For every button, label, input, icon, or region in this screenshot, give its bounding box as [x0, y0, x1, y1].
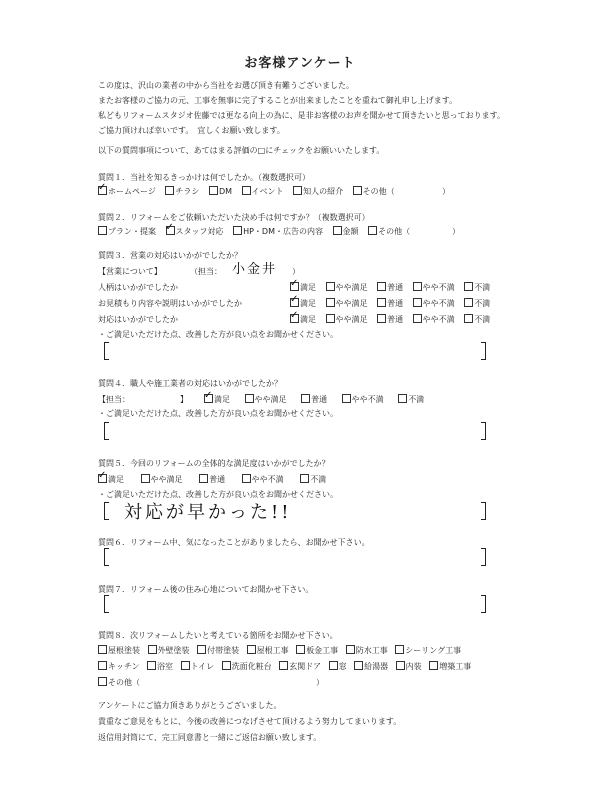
checkbox[interactable]	[245, 394, 254, 403]
closing-line: 返信用封筒にて、完工同意書と一緒にご返信お願い致します。	[98, 733, 322, 742]
rating-label: やや満足	[254, 395, 287, 404]
q5-rating-row	[98, 474, 333, 485]
rating-option[interactable]	[398, 394, 424, 405]
q1-option[interactable]	[293, 186, 343, 197]
q5-label: 質問５．今回のリフォームの全体的な満足度はいかがでしたか？	[98, 459, 330, 468]
q2-option[interactable]	[333, 226, 359, 237]
rating-label: 不満	[474, 315, 491, 324]
checkbox[interactable]	[181, 661, 190, 670]
checkbox[interactable]	[165, 186, 174, 195]
rating-option[interactable]	[141, 474, 183, 485]
checkbox-checked[interactable]	[98, 474, 107, 483]
q3-rating-row	[290, 282, 497, 293]
rating-option[interactable]	[245, 394, 287, 405]
q5-comment-answer: 対応が早かった!!	[124, 502, 292, 523]
checkbox-checked[interactable]	[166, 226, 175, 235]
checkbox[interactable]	[395, 645, 404, 654]
option-label: 玄関ドア	[289, 662, 322, 671]
checkbox[interactable]	[98, 661, 107, 670]
q8-option[interactable]	[148, 645, 190, 656]
option-label: その他（	[362, 187, 395, 196]
checkbox[interactable]	[346, 645, 355, 654]
checkbox[interactable]	[342, 394, 351, 403]
q1-label: 質問１．当社を知るきっかけは何でしたか。（複数選択可）	[98, 173, 310, 182]
q8-other-row	[98, 677, 147, 688]
option-label: トイレ	[190, 662, 215, 671]
q1-option[interactable]	[209, 186, 232, 196]
q1-close: ）	[442, 187, 450, 196]
checkbox[interactable]	[413, 282, 422, 291]
rating-option[interactable]	[464, 298, 490, 309]
q8-option-other[interactable]	[98, 677, 140, 688]
q1-option[interactable]	[165, 186, 199, 197]
rating-label: 普通	[387, 299, 404, 308]
q8-option[interactable]	[429, 661, 471, 672]
q8-options-row2	[98, 661, 471, 672]
intro-line: またお客様のご協力の元、工事を無事に完了することが出来ましたことを重ねて御礼申し上げます。	[98, 96, 458, 105]
q8-label: 質問８．次リフォームしたいと考えている箇所をお聞かせ下さい。	[98, 631, 338, 640]
option-label: 知人の紹介	[303, 187, 344, 196]
q8-option[interactable]	[396, 661, 422, 672]
option-label: 浴室	[157, 662, 173, 671]
q6-label: 質問６．リフォーム中、気になったことがありましたら、お聞かせ下さい。	[98, 538, 370, 547]
q2-option[interactable]	[368, 226, 410, 237]
rating-label: 満足	[214, 395, 230, 404]
option-label: 洗面化粧台	[231, 662, 272, 671]
option-label: 窓	[338, 662, 347, 671]
option-label: 防水工事	[355, 646, 388, 655]
q4-label: 質問４．職人や施工業者の対応はいかがでしたか？	[98, 379, 282, 388]
rating-option[interactable]	[242, 474, 284, 485]
checkbox-checked[interactable]	[290, 314, 299, 323]
q4-staff-label: 【担当：	[98, 395, 130, 404]
rating-option[interactable]	[377, 282, 403, 293]
rating-label: 普通	[387, 315, 404, 324]
q7-comment-box[interactable]	[104, 595, 486, 613]
checkbox[interactable]	[326, 298, 335, 307]
q2-option[interactable]	[233, 226, 323, 237]
option-label: その他（	[108, 678, 140, 687]
checkbox[interactable]	[242, 474, 251, 483]
checkbox[interactable]	[464, 314, 473, 323]
rating-option[interactable]	[199, 474, 225, 485]
option-label: プラン・提案	[108, 227, 156, 236]
q8-option[interactable]	[296, 645, 338, 656]
q3-comment-box[interactable]	[104, 342, 486, 360]
option-label: 屋根工事	[256, 646, 289, 655]
checkbox[interactable]	[141, 474, 150, 483]
q8-option[interactable]	[395, 645, 461, 656]
rating-option[interactable]	[377, 314, 403, 325]
q8-option[interactable]	[197, 645, 239, 656]
closing-line: 貴重なご意見をもとに、今後の改善につなげさせて頂けるよう努力してまいります。	[98, 717, 402, 726]
q8-option[interactable]	[346, 645, 388, 656]
q2-close: ）	[452, 227, 460, 236]
q3-staff-name: 小金井	[232, 262, 278, 277]
option-label: 外壁塗装	[157, 646, 190, 655]
checkbox[interactable]	[279, 661, 288, 670]
option-label: 内装	[405, 662, 422, 671]
rating-label: やや満足	[335, 283, 368, 292]
checkbox-checked[interactable]	[290, 298, 299, 307]
intro-line: 私どもリフォームスタジオ佐藤では更なる向上の為に、是非お客様のお声を聞かせて頂きたいと思っております。	[98, 111, 505, 120]
rating-option[interactable]	[326, 282, 368, 293]
option-label: 増築工事	[439, 662, 472, 671]
q2-options	[98, 226, 417, 237]
rating-option[interactable]	[290, 298, 316, 309]
rating-label: やや不満	[251, 475, 284, 484]
rating-label: 普通	[387, 283, 404, 292]
rating-label: 不満	[474, 299, 491, 308]
checkbox[interactable]	[209, 186, 218, 195]
q3-staff-label: （担当：	[190, 267, 222, 276]
q4-rating-row	[204, 394, 431, 405]
q7-label: 質問７．リフォーム後の住み心地についてお聞かせ下さい。	[98, 585, 314, 594]
checkbox[interactable]	[429, 661, 438, 670]
checkbox[interactable]	[377, 314, 386, 323]
rating-label: 不満	[474, 283, 491, 292]
q8-option[interactable]	[279, 661, 321, 672]
rating-label: 満足	[300, 299, 316, 308]
q3-row-label: 人柄はいかがでしたか	[98, 283, 178, 292]
checkbox-checked[interactable]	[204, 394, 213, 403]
checkbox-checked[interactable]	[98, 186, 107, 195]
rating-option[interactable]	[464, 282, 490, 293]
rating-label: 普通	[209, 475, 226, 484]
option-label: 付帯塗装	[207, 646, 240, 655]
q8-option[interactable]	[147, 661, 173, 672]
q8-option[interactable]	[181, 661, 215, 672]
checkbox[interactable]	[300, 474, 309, 483]
rating-option[interactable]	[290, 282, 316, 293]
checkbox[interactable]	[413, 314, 422, 323]
rating-label: 満足	[300, 283, 316, 292]
option-label: ホームページ	[108, 187, 156, 196]
closing-line: アンケートにご協力頂きありがとうございました。	[98, 701, 282, 710]
q3-section: 【営業について】	[98, 267, 162, 276]
q8-option[interactable]	[98, 645, 140, 656]
checkbox[interactable]	[464, 282, 473, 291]
option-label: 給湯器	[364, 662, 389, 671]
checkbox[interactable]	[98, 677, 107, 686]
rating-label: 不満	[310, 475, 327, 484]
rating-label: やや不満	[422, 299, 455, 308]
rating-option[interactable]	[377, 298, 403, 309]
checkbox-checked[interactable]	[290, 282, 299, 291]
checkbox[interactable]	[199, 474, 208, 483]
q4-staff-close: 】	[180, 395, 188, 404]
q3-row-label: 対応はいかがでしたか	[98, 315, 178, 324]
checkbox[interactable]	[197, 645, 206, 654]
rating-option[interactable]	[204, 394, 230, 405]
checkbox[interactable]	[368, 226, 377, 235]
checkbox[interactable]	[98, 226, 107, 235]
checkbox[interactable]	[464, 298, 473, 307]
instruction-text: 以下の質問事項について、あてはまる評価の□にチェックをお願いいたします。	[98, 146, 385, 155]
q3-rating-row	[290, 314, 497, 325]
q3-row-label: お見積もり内容や説明はいかがでしたか	[98, 299, 242, 308]
checkbox[interactable]	[326, 282, 335, 291]
rating-option[interactable]	[290, 314, 316, 325]
checkbox[interactable]	[233, 226, 242, 235]
q1-option[interactable]	[242, 186, 284, 197]
checkbox[interactable]	[301, 394, 310, 403]
q2-option[interactable]	[166, 226, 224, 237]
closing-text	[98, 698, 401, 746]
q2-option[interactable]	[98, 226, 156, 237]
checkbox[interactable]	[333, 226, 342, 235]
checkbox[interactable]	[377, 282, 386, 291]
q5-comment-prompt: ・ご満足いただけた点、改善した方が良い点をお聞かせください。	[98, 490, 338, 499]
q3-comment-prompt: ・ご満足いただけた点、改善した方が良い点をお聞かせください。	[98, 330, 338, 339]
q3-label: 質問３．営業の対応はいかがでしたか？	[98, 251, 242, 260]
q8-option[interactable]	[354, 661, 388, 672]
checkbox[interactable]	[247, 645, 256, 654]
rating-option[interactable]	[464, 314, 490, 325]
option-label: スタッフ対応	[175, 227, 224, 236]
rating-label: やや不満	[422, 315, 455, 324]
checkbox[interactable]	[398, 394, 407, 403]
rating-option[interactable]	[342, 394, 384, 405]
option-label: キッチン	[108, 662, 140, 671]
rating-label: やや不満	[422, 283, 455, 292]
option-label: 金額	[342, 227, 359, 236]
checkbox[interactable]	[148, 645, 157, 654]
rating-option[interactable]	[326, 298, 368, 309]
checkbox[interactable]	[222, 661, 231, 670]
rating-label: 満足	[108, 475, 124, 484]
q4-comment-box[interactable]	[104, 422, 486, 440]
checkbox[interactable]	[396, 661, 405, 670]
option-label: チラシ	[175, 187, 200, 196]
intro-line: この度は、沢山の業者の中から当社をお選び頂き有難うございました。	[98, 81, 354, 90]
q2-label: 質問２．リフォームをご依頼いただいた決め手は何ですか？（複数選択可）	[98, 213, 370, 222]
checkbox[interactable]	[353, 186, 362, 195]
q1-options	[98, 186, 402, 197]
option-label: その他（	[378, 227, 411, 236]
option-label: 屋根塗装	[108, 646, 140, 655]
option-label: 板金工事	[306, 646, 339, 655]
checkbox[interactable]	[329, 661, 338, 670]
rating-label: 普通	[311, 395, 328, 404]
checkbox[interactable]	[326, 314, 335, 323]
rating-option[interactable]	[413, 298, 455, 309]
rating-option[interactable]	[413, 282, 455, 293]
rating-label: やや不満	[351, 395, 384, 404]
q8-other-close: ）	[316, 678, 324, 687]
checkbox[interactable]	[147, 661, 156, 670]
q8-option[interactable]	[98, 661, 139, 672]
q3-rating-row	[290, 298, 497, 309]
checkbox[interactable]	[377, 298, 386, 307]
rating-option[interactable]	[98, 474, 124, 485]
intro-line: ご協力頂ければ幸いです。 宜しくお願い致します。	[98, 126, 285, 135]
q8-option[interactable]	[247, 645, 289, 656]
page-title: お客様アンケート	[244, 56, 356, 71]
option-label: HP・DM・広告の内容	[243, 227, 323, 236]
q1-option[interactable]	[98, 186, 156, 197]
checkbox[interactable]	[413, 298, 422, 307]
intro-text	[98, 78, 568, 138]
rating-option[interactable]	[301, 394, 327, 405]
checkbox[interactable]	[293, 186, 302, 195]
rating-option[interactable]	[300, 474, 326, 485]
rating-option[interactable]	[413, 314, 455, 325]
checkbox[interactable]	[98, 645, 107, 654]
q8-options-row1	[98, 645, 461, 656]
checkbox[interactable]	[242, 186, 251, 195]
q8-option[interactable]	[222, 661, 272, 672]
rating-label: やや満足	[335, 299, 368, 308]
option-label: シーリング工事	[405, 646, 462, 655]
rating-label: 満足	[300, 315, 316, 324]
option-label: DM	[218, 187, 232, 196]
rating-label: 不満	[408, 395, 425, 404]
q3-staff-close: ）	[292, 267, 300, 276]
option-label: イベント	[251, 187, 284, 196]
q6-comment-box[interactable]	[104, 548, 486, 566]
rating-label: やや満足	[335, 315, 368, 324]
rating-label: やや満足	[150, 475, 183, 484]
q1-option[interactable]	[353, 186, 395, 197]
q4-comment-prompt: ・ご満足いただけた点、改善した方が良い点をお聞かせください。	[98, 409, 338, 418]
checkbox[interactable]	[354, 661, 363, 670]
q8-option[interactable]	[329, 661, 347, 672]
rating-option[interactable]	[326, 314, 368, 325]
checkbox[interactable]	[296, 645, 305, 654]
